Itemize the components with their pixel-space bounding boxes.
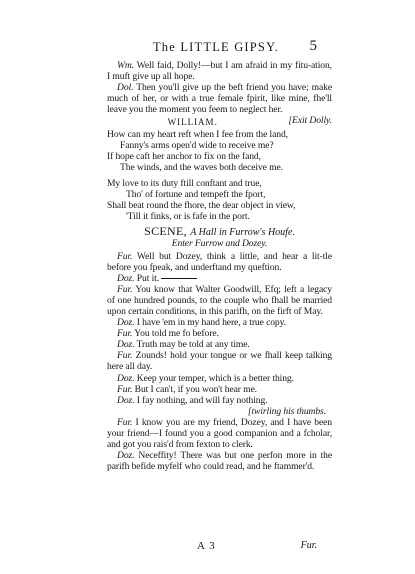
- speaker-name: Fur.: [117, 283, 133, 295]
- speaker-name: Fur.: [117, 350, 133, 362]
- dialogue-text: I fay nothing, and will fay nothing.: [136, 394, 268, 406]
- speaker-name: Doz.: [117, 450, 135, 462]
- dialogue-text: You told me fo before.: [134, 328, 219, 340]
- page-text: [107, 60, 332, 472]
- dialogue-line: [107, 273, 332, 284]
- song-stanza-1: [107, 129, 332, 173]
- scene-location: A Hall in Furrow's Houfe.: [190, 227, 295, 239]
- signature-mark: A 3: [197, 540, 216, 552]
- verse-line: Shall beat round the fhore, the dear object in view,: [107, 200, 296, 212]
- verse-line: 'Till it finks, or is fafe in the port.: [126, 211, 250, 223]
- dialogue-line: [107, 284, 332, 317]
- stage-direction-enter: [107, 238, 332, 249]
- verse-line: The winds, and the waves both deceive me.: [120, 161, 283, 173]
- speaker-name: Fur.: [117, 328, 133, 340]
- dialogue-text: Keep your temper, which is a better thing.: [136, 372, 294, 384]
- speaker-name: Doz.: [117, 272, 135, 284]
- verse-line: My love to its duty ftill conftant and true,: [107, 177, 262, 189]
- dialogue-text: Well faid, Dolly!—but I am afraid in my fitu-ation, I muft give up all hope.: [107, 60, 332, 83]
- speaker-name: Fur.: [117, 383, 133, 395]
- stage-direction-exit: [Exit Dolly.: [288, 115, 332, 127]
- dialogue-text: You know that Walter Goodwill, Efq; left a legacy of one hundred pounds, to the couple who fhall be married upon certain conditions, in this parifh, on the firft of May.: [107, 283, 332, 317]
- dialogue-text: Neceffity! There was but one perfon more in the parifh befide myfelf who could read, and he ftammer'd.: [107, 450, 332, 473]
- dialogue-line: [107, 384, 332, 395]
- speaker-name: Fur.: [117, 250, 133, 262]
- song-stanza-2: [107, 178, 332, 222]
- dialogue-text: Well but Dozey, think a little, and hear a lit-tle before you fpeak, and underftand my queftion.: [107, 250, 332, 273]
- speaker-name: Doz.: [117, 339, 135, 351]
- dialogue-line: [107, 450, 332, 472]
- dialogue-text: Put it.: [136, 272, 160, 284]
- dialogue-text: Then you'll give up the beft friend you have; make much of her, or with a true female fpirit, like mine, fhe'll leave you the moment you feem to neglect her.: [107, 82, 332, 116]
- speaker-name: Wm.: [117, 60, 135, 71]
- catchword: Fur.: [300, 540, 317, 551]
- speaker-name: Doz.: [117, 372, 135, 384]
- dash-rule: [161, 278, 197, 279]
- dialogue-line: [107, 395, 332, 406]
- speaker-name: Doz.: [117, 394, 135, 406]
- speaker-name: Fur.: [117, 416, 133, 428]
- stage-direction-twirling: [twirling his thumbs.: [247, 405, 326, 417]
- dialogue-line: [107, 339, 332, 350]
- verse-line: How can my heart reft when I fee from the land,: [107, 128, 288, 140]
- speaker-name: Dol.: [117, 82, 134, 94]
- dialogue-text: I know you are my friend, Dozey, and I have been your friend—I found you a good companion and a fcholar, and got you rais'd from fexton to clerk.: [107, 416, 332, 451]
- verse-line: Fanny's arms open'd wide to receive me?: [120, 139, 274, 151]
- running-head-title: The LITTLE GIPSY.: [152, 40, 280, 54]
- dialogue-line: [107, 350, 332, 372]
- scene-label: SCENE,: [144, 224, 187, 239]
- song-heading: WILLIAM.: [167, 117, 218, 128]
- dialogue-text: I have 'em in my hand here, a true copy.: [136, 317, 286, 329]
- dialogue-text: Truth may be told at any time.: [136, 339, 250, 351]
- dialogue-text: But I can't, if you won't hear me.: [134, 383, 257, 395]
- verse-line: Tho' of fortune and tempeft the fport,: [126, 189, 266, 201]
- speaker-name: Doz.: [117, 317, 135, 329]
- dialogue-line: [107, 60, 332, 82]
- dialogue-line: [107, 251, 332, 273]
- verse-line: If hope caft her anchor to fix on the fand,: [107, 150, 261, 162]
- dialogue-line: [107, 317, 332, 328]
- enter-text: Enter Furrow and Dozey.: [171, 238, 268, 250]
- dialogue-text: Zounds! hold your tongue or we fhall keep talking here all day.: [107, 350, 332, 373]
- scene-heading: [107, 226, 332, 238]
- dialogue-line: [107, 328, 332, 339]
- dialogue-line: [107, 417, 332, 450]
- page-number: 5: [309, 38, 317, 54]
- dialogue-line: [107, 373, 332, 384]
